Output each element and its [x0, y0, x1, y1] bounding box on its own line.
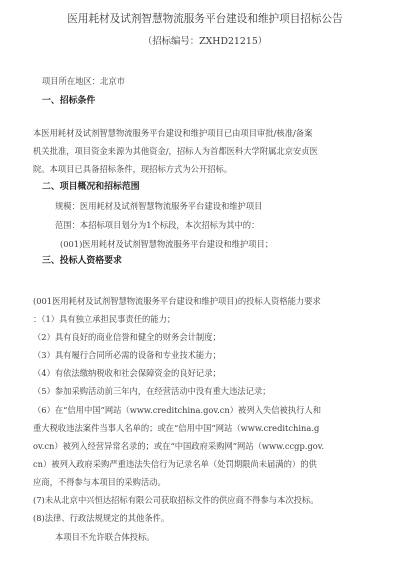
- paragraph-line: (001)医用耗材及试剂智慧物流服务平台建设和维护项目；: [60, 239, 274, 249]
- list-item: ：（1）具有独立承担民事责任的能力；: [33, 314, 176, 324]
- paragraph-line: (001医用耗材及试剂智慧物流服务平台建设和维护项目)的投标人资格能力要求: [33, 296, 321, 306]
- paragraph-line: 重大税收违法案件当事人名单的；或在“信用中国”网站（www.creditchina.g: [33, 423, 320, 433]
- list-item: （6）在“信用中国”网站（www.creditchina.gov.cn）被列入失信被执行人和: [33, 405, 321, 415]
- section-heading-tender-conditions: 一、招标条件: [42, 96, 96, 106]
- list-item: （3）具有履行合同所必需的设备和专业技术能力；: [33, 350, 221, 360]
- list-item: （5）参加采购活动前三年内，在经营活动中没有重大违法记录；: [33, 386, 271, 396]
- paragraph-line: 院。本项目已具备招标条件，现招标方式为公开招标。: [33, 164, 233, 174]
- paragraph-line: 应商，不得参与本项目的采购活动。: [33, 477, 166, 487]
- paragraph-line: cn）被列入政府采购严重违法失信行为记录名单（处罚期限尚未届满的）的供: [33, 459, 317, 469]
- paragraph-line: 范围：本招标项目划分为1个标段，本次招标为其中的：: [55, 220, 260, 230]
- paragraph-line: 本医用耗材及试剂智慧物流服务平台建设和维护项目已由项目审批/核准/备案: [33, 128, 313, 138]
- paragraph-line: 本项目不允许联合体投标。: [55, 532, 155, 542]
- list-item: (7)未从北京中兴恒达招标有限公司获取招标文件的供应商不得参与本次投标。: [33, 495, 319, 505]
- section-heading-project-overview: 二、项目概况和招标范围: [42, 182, 140, 192]
- list-item: (8)法律、行政法规规定的其他条件。: [33, 513, 170, 523]
- section-heading-qualification: 三、投标人资格要求: [42, 256, 122, 266]
- paragraph-line: 机关批准，项目资金来源为其他资金/，招标人为首都医科大学附属北京安贞医: [33, 146, 318, 156]
- list-item: （2）具有良好的商业信誉和健全的财务会计制度；: [33, 332, 221, 342]
- list-item: （4）有依法缴纳税收和社会保障资金的良好记录；: [33, 368, 221, 378]
- tender-number: （招标编号：ZXHD21215）: [142, 36, 268, 47]
- paragraph-line: 规模：医用耗材及试剂智慧物流服务平台建设和维护项目: [55, 201, 263, 211]
- document-title: 医用耗材及试剂智慧物流服务平台建设和维护项目招标公告: [67, 13, 343, 25]
- paragraph-line: ov.cn）被列入经营异常名录的；或在“中国政府采购网”网站（www.ccgp.gov.: [33, 441, 325, 451]
- project-location: 项目所在地区：北京市: [42, 76, 125, 86]
